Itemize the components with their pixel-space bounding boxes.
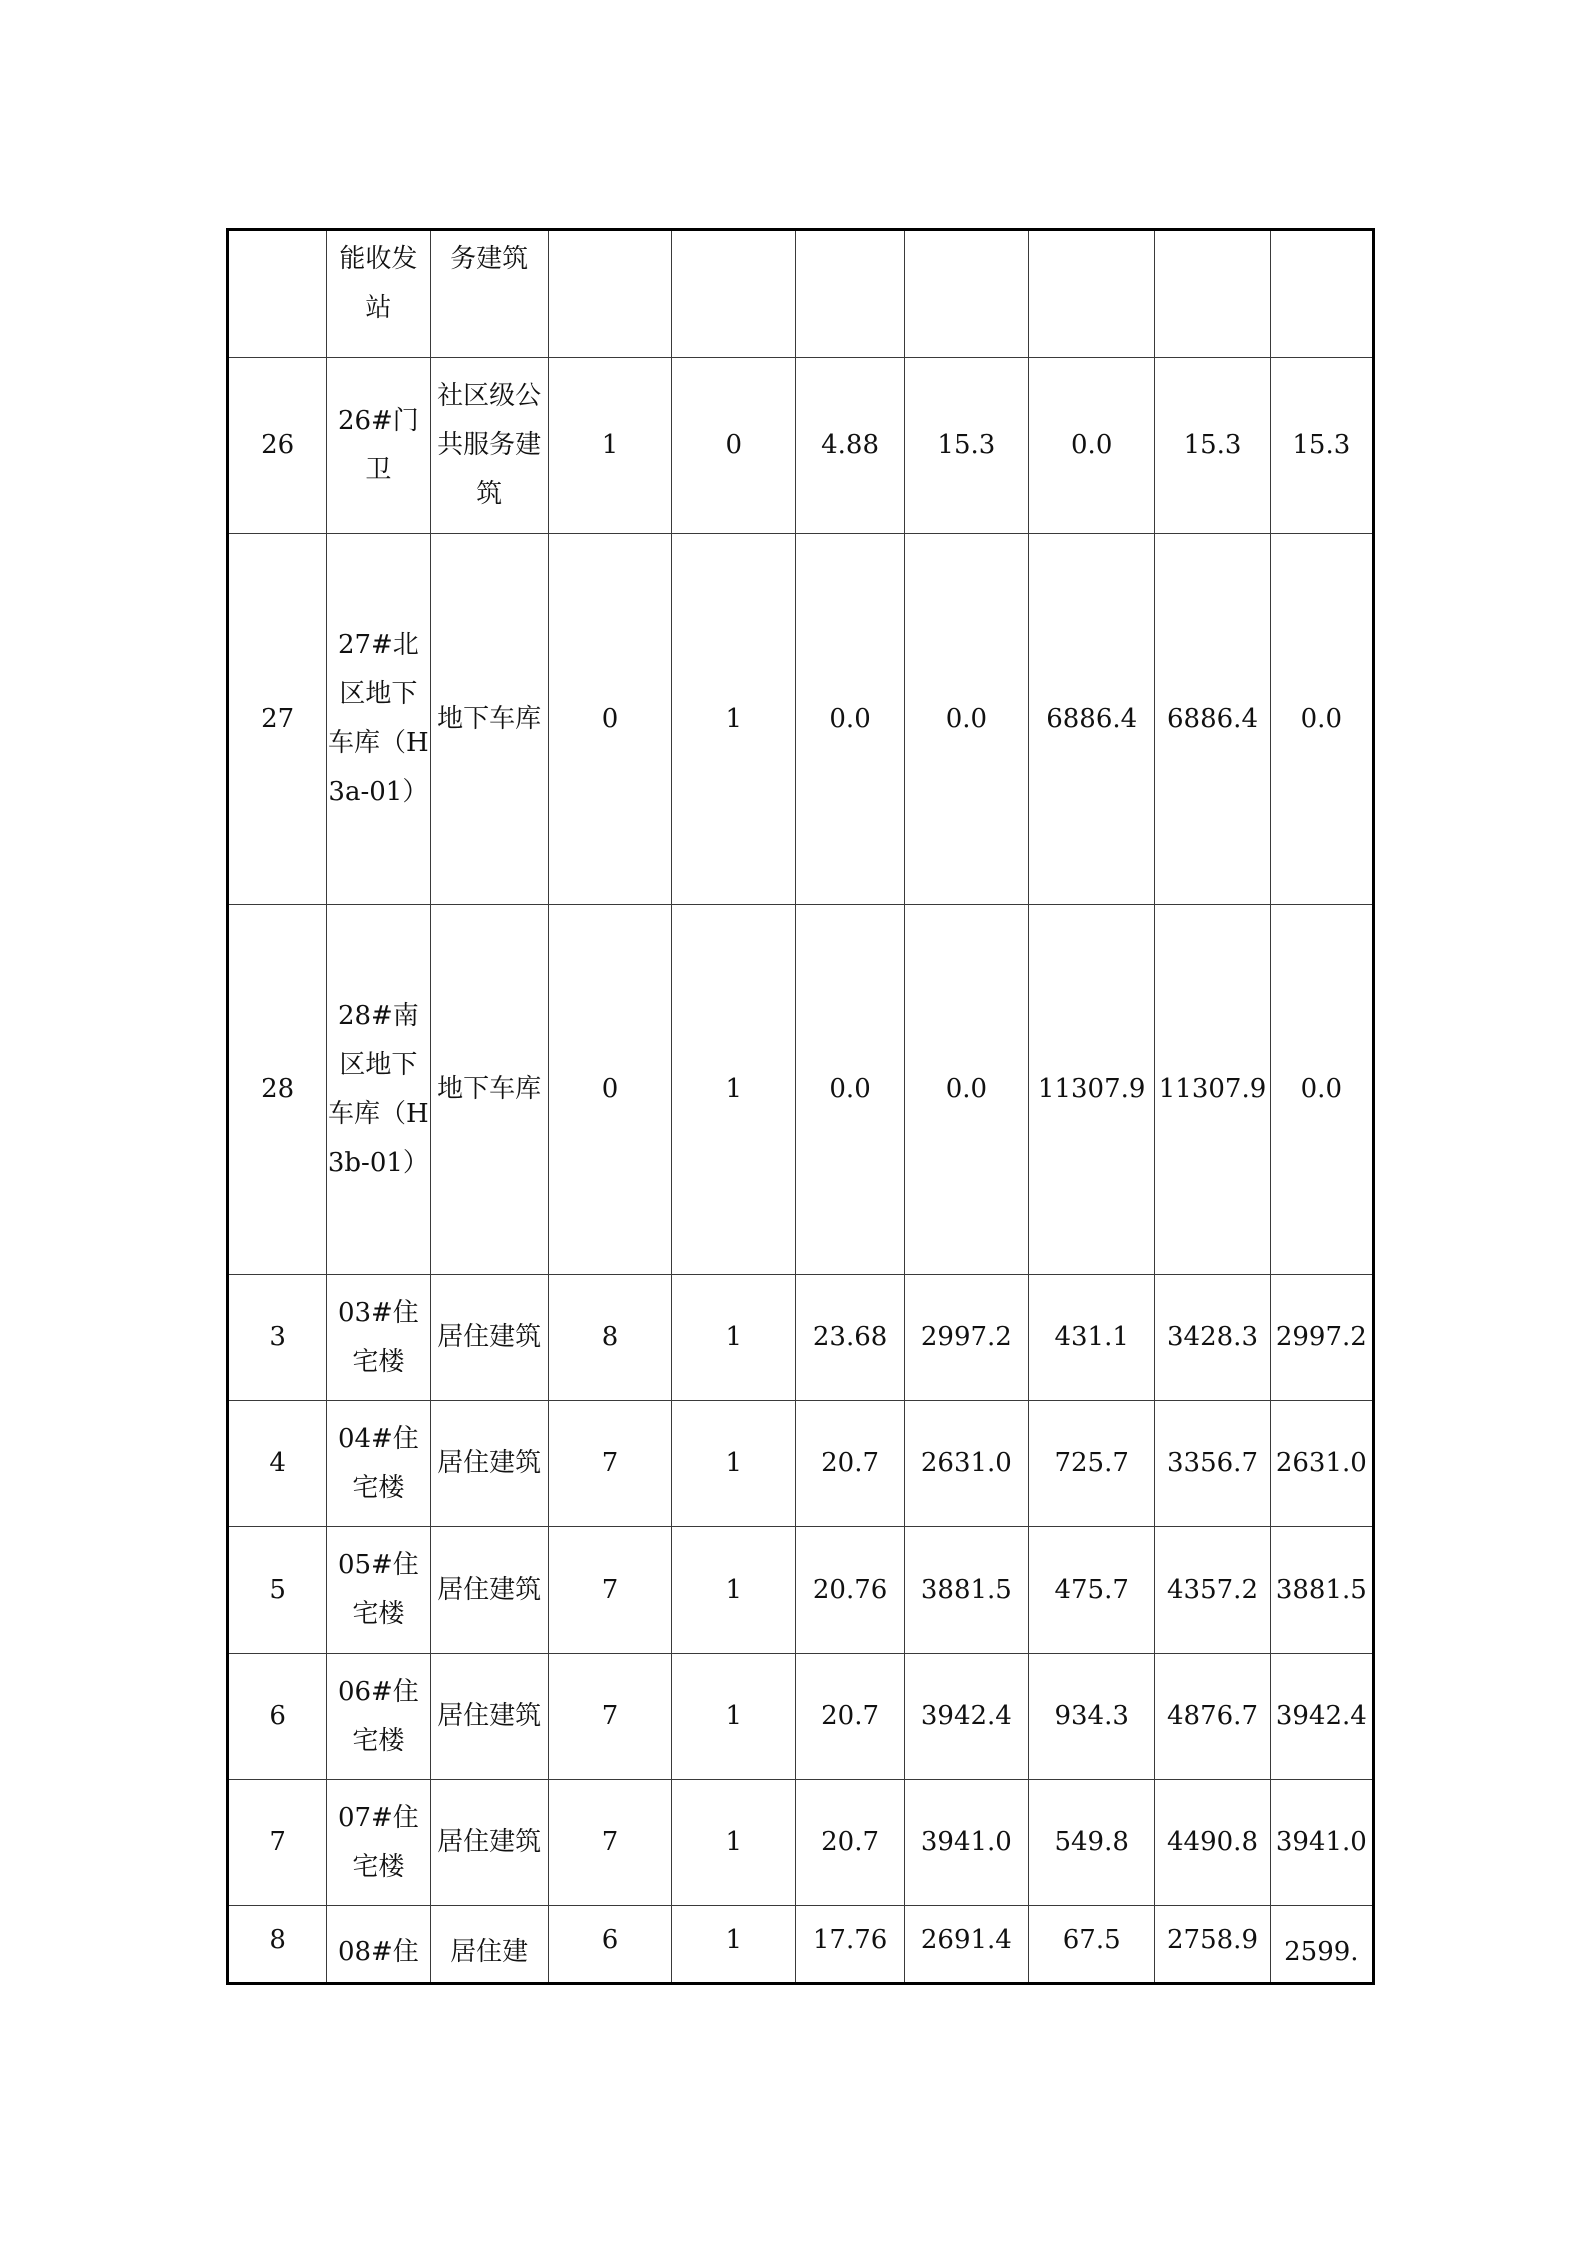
cell-value: 20.7 — [796, 1780, 904, 1906]
table-row — [228, 1275, 1374, 1401]
cell-index: 4 — [228, 1401, 327, 1527]
table-row — [228, 1527, 1374, 1654]
cell-value — [796, 230, 904, 358]
cell-index — [228, 230, 327, 358]
cell-value: 0 — [548, 534, 671, 905]
cell-value: 11307.9 — [1155, 905, 1270, 1275]
table-row — [228, 1906, 1374, 1984]
cell-name: 07#住宅楼 — [327, 1780, 430, 1906]
cell-index: 5 — [228, 1527, 327, 1654]
cell-value: 1 — [672, 1906, 796, 1984]
cell-value: 7 — [548, 1780, 671, 1906]
cell-value — [672, 230, 796, 358]
cell-index: 28 — [228, 905, 327, 1275]
cell-value: 2631.0 — [1270, 1401, 1373, 1527]
cell-value: 3356.7 — [1155, 1401, 1270, 1527]
cell-value: 23.68 — [796, 1275, 904, 1401]
cell-value: 2631.0 — [904, 1401, 1028, 1527]
cell-type: 居住建 — [430, 1906, 548, 1984]
cell-value: 20.7 — [796, 1654, 904, 1780]
table-row — [228, 230, 1374, 358]
cell-value: 725.7 — [1029, 1401, 1155, 1527]
cell-type: 社区级公共服务建筑 — [430, 358, 548, 534]
cell-value: 17.76 — [796, 1906, 904, 1984]
cell-value: 3428.3 — [1155, 1275, 1270, 1401]
cell-value: 2758.9 — [1155, 1906, 1270, 1984]
cell-value: 1 — [672, 1654, 796, 1780]
table-row — [228, 358, 1374, 534]
cell-name: 05#住宅楼 — [327, 1527, 430, 1654]
cell-value: 0.0 — [1270, 534, 1373, 905]
cell-value: 934.3 — [1029, 1654, 1155, 1780]
table-row — [228, 1401, 1374, 1527]
cell-type: 居住建筑 — [430, 1275, 548, 1401]
cell-value: 1 — [672, 1401, 796, 1527]
cell-value: 2997.2 — [1270, 1275, 1373, 1401]
cell-type: 地下车库 — [430, 905, 548, 1275]
cell-value: 20.7 — [796, 1401, 904, 1527]
cell-value — [1029, 230, 1155, 358]
cell-index: 27 — [228, 534, 327, 905]
cell-value: 2599. — [1270, 1906, 1373, 1984]
cell-value: 7 — [548, 1401, 671, 1527]
cell-value: 6 — [548, 1906, 671, 1984]
cell-value: 3941.0 — [1270, 1780, 1373, 1906]
cell-value: 3941.0 — [904, 1780, 1028, 1906]
cell-value: 0.0 — [904, 905, 1028, 1275]
cell-value: 549.8 — [1029, 1780, 1155, 1906]
cell-value: 4357.2 — [1155, 1527, 1270, 1654]
cell-type: 居住建筑 — [430, 1654, 548, 1780]
cell-value: 1 — [672, 1527, 796, 1654]
cell-index: 26 — [228, 358, 327, 534]
cell-value: 2997.2 — [904, 1275, 1028, 1401]
cell-value: 4876.7 — [1155, 1654, 1270, 1780]
cell-value: 475.7 — [1029, 1527, 1155, 1654]
building-area-table — [226, 228, 1375, 1985]
cell-type: 务建筑 — [430, 230, 548, 358]
cell-value: 0 — [548, 905, 671, 1275]
cell-value: 8 — [548, 1275, 671, 1401]
table-row — [228, 905, 1374, 1275]
cell-type: 地下车库 — [430, 534, 548, 905]
cell-name: 能收发站 — [327, 230, 430, 358]
cell-value: 0.0 — [796, 534, 904, 905]
cell-name: 27#北区地下车库（H3a-01） — [327, 534, 430, 905]
cell-type: 居住建筑 — [430, 1401, 548, 1527]
cell-value: 4.88 — [796, 358, 904, 534]
cell-index: 3 — [228, 1275, 327, 1401]
cell-index: 7 — [228, 1780, 327, 1906]
cell-value: 1 — [672, 534, 796, 905]
cell-value: 15.3 — [904, 358, 1028, 534]
cell-value: 0.0 — [1029, 358, 1155, 534]
cell-value: 1 — [672, 1780, 796, 1906]
cell-name: 08#住 — [327, 1906, 430, 1984]
cell-value: 7 — [548, 1527, 671, 1654]
cell-name: 26#门卫 — [327, 358, 430, 534]
cell-value — [904, 230, 1028, 358]
cell-value: 7 — [548, 1654, 671, 1780]
cell-value: 431.1 — [1029, 1275, 1155, 1401]
cell-value — [548, 230, 671, 358]
cell-value: 6886.4 — [1155, 534, 1270, 905]
cell-value: 11307.9 — [1029, 905, 1155, 1275]
cell-value: 20.76 — [796, 1527, 904, 1654]
table-row — [228, 1654, 1374, 1780]
cell-value: 2691.4 — [904, 1906, 1028, 1984]
cell-name: 06#住宅楼 — [327, 1654, 430, 1780]
cell-value: 67.5 — [1029, 1906, 1155, 1984]
cell-value: 0.0 — [796, 905, 904, 1275]
cell-name: 28#南区地下车库（H3b-01） — [327, 905, 430, 1275]
cell-name: 03#住宅楼 — [327, 1275, 430, 1401]
cell-value: 0 — [672, 358, 796, 534]
cell-value — [1270, 230, 1373, 358]
cell-value: 0.0 — [1270, 905, 1373, 1275]
cell-index: 6 — [228, 1654, 327, 1780]
cell-value: 3881.5 — [1270, 1527, 1373, 1654]
table-row — [228, 1780, 1374, 1906]
cell-value: 1 — [672, 1275, 796, 1401]
table-row — [228, 534, 1374, 905]
cell-value: 15.3 — [1270, 358, 1373, 534]
cell-index: 8 — [228, 1906, 327, 1984]
cell-value: 6886.4 — [1029, 534, 1155, 905]
cell-value: 15.3 — [1155, 358, 1270, 534]
cell-value: 1 — [672, 905, 796, 1275]
cell-type: 居住建筑 — [430, 1780, 548, 1906]
cell-type: 居住建筑 — [430, 1527, 548, 1654]
cell-value: 3942.4 — [1270, 1654, 1373, 1780]
cell-value: 4490.8 — [1155, 1780, 1270, 1906]
cell-value: 3942.4 — [904, 1654, 1028, 1780]
cell-value: 1 — [548, 358, 671, 534]
cell-value: 0.0 — [904, 534, 1028, 905]
cell-name: 04#住宅楼 — [327, 1401, 430, 1527]
cell-value: 3881.5 — [904, 1527, 1028, 1654]
cell-value — [1155, 230, 1270, 358]
